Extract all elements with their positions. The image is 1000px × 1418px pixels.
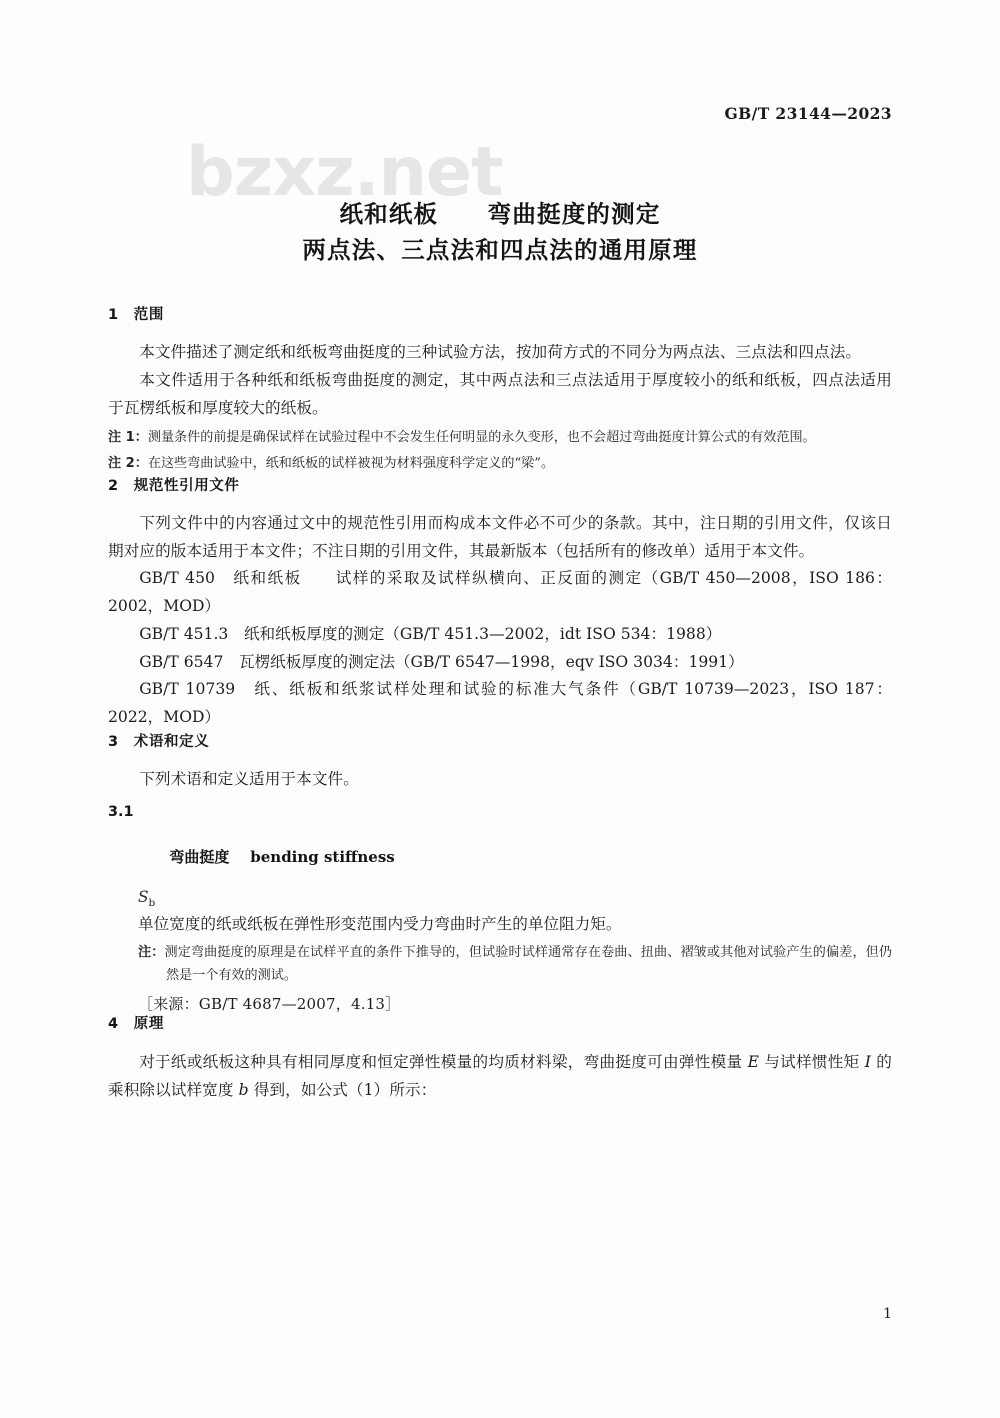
variable-moment-of-inertia: I: [864, 1052, 872, 1071]
note-text: 测量条件的前提是确保试样在试验过程中不会发生任何明显的永久变形，也不会超过弯曲挺度计算公式的有效范围。: [147, 429, 816, 445]
term-source-reference: ［来源：GB/T 4687—2007，4.13］: [138, 995, 401, 1014]
note-text: 在这些弯曲试验中，纸和纸板的试样被视为材料强度科学定义的“梁”。: [147, 456, 555, 472]
page-header: [108, 104, 892, 124]
page-number: 1: [883, 1306, 892, 1322]
variable-elastic-modulus: E: [747, 1052, 760, 1071]
normative-reference-item: GB/T 451.3 纸和纸板厚度的测定（GB/T 451.3—2002，idt ISO 534：1988）: [139, 624, 722, 643]
page-footer: [108, 1303, 892, 1322]
term-name-cn: 弯曲挺度: [169, 847, 230, 866]
clause-heading-3: 3 术语和定义: [108, 733, 210, 750]
clause-heading-1: 1 范围: [108, 307, 164, 323]
note-text: 测定弯曲挺度的原理是在试样平直的条件下推导的，但试验时试样通常存在卷曲、扭曲、褶皱或其他对试验产生的偏差，但仍然是一个有效的测试。: [164, 945, 893, 983]
term-heading: [108, 828, 892, 885]
term-symbol-base: S: [138, 887, 149, 906]
variable-specimen-width: b: [238, 1080, 249, 1099]
clause-1-note-2: [108, 453, 892, 476]
term-name-en: bending stiffness: [250, 847, 395, 866]
document-body: [108, 305, 892, 1104]
title-line-sub: 两点法、三点法和四点法的通用原理: [302, 236, 698, 265]
clause-4-paragraph-1: [108, 1049, 892, 1105]
clause-1-note-1: [108, 427, 892, 450]
clause-4-text-d: 得到，如公式（1）所示：: [248, 1080, 437, 1099]
normative-reference-item: GB/T 450 纸和纸板 试样的采取及试样纵横向、正反面的测定（GB/T 450—2008，ISO 186：2002，MOD）: [108, 569, 892, 616]
term-number: 3.1: [108, 803, 134, 820]
term-note: [108, 942, 892, 987]
clause-heading-4: 4 原理: [108, 1016, 164, 1033]
term-definition: 单位宽度的纸或纸板在弹性形变范围内受力弯曲时产生的单位阻力矩。: [138, 915, 622, 933]
note-label: 注 1：: [108, 429, 148, 445]
clause-2-paragraph-1: 下列文件中的内容通过文中的规范性引用而构成本文件必不可少的条款。其中，注日期的引用文件，仅该日期对应的版本适用于本文件；不注日期的引用文件，其最新版本（包括所有的修改单）适用于本文件。: [108, 513, 892, 560]
title-line-main: 纸和纸板 弯曲挺度的测定: [339, 200, 661, 228]
normative-reference-item: GB/T 10739 纸、纸板和纸浆试样处理和试验的标准大气条件（GB/T 10739—2023，ISO 187：2022，MOD）: [108, 680, 892, 727]
term-symbol: [108, 888, 892, 909]
clause-1-paragraph-2: 本文件适用于各种纸和纸板弯曲挺度的测定，其中两点法和三点法适用于厚度较小的纸和纸板，四点法适用于瓦楞纸板和厚度较大的纸板。: [108, 371, 892, 417]
clause-4-text-a: 对于纸或纸板这种具有相同厚度和恒定弹性模量的均质材料梁，弯曲挺度可由弹性模量: [139, 1052, 748, 1071]
clause-1-paragraph-1: 本文件描述了测定纸和纸板弯曲挺度的三种试验方法，按加荷方式的不同分为两点法、三点法和四点法。: [139, 343, 862, 362]
clause-4-text-b: 与试样惯性矩: [759, 1052, 865, 1071]
note-label: 注 2：: [108, 456, 148, 472]
document-title: [108, 196, 892, 269]
clause-4-text-c: 的乘积除以试样宽度: [108, 1052, 892, 1099]
standard-number: GB/T 23144—2023: [724, 104, 892, 123]
watermark-text: bzxz.net: [186, 133, 503, 212]
term-symbol-subscript: b: [148, 897, 156, 909]
clause-heading-2: 2 规范性引用文件: [108, 477, 240, 494]
normative-reference-item: GB/T 6547 瓦楞纸板厚度的测定法（GB/T 6547—1998，eqv ISO 3034：1991）: [139, 652, 744, 671]
clause-3-paragraph-1: 下列术语和定义适用于本文件。: [139, 770, 359, 789]
note-label: 注：: [138, 945, 165, 961]
